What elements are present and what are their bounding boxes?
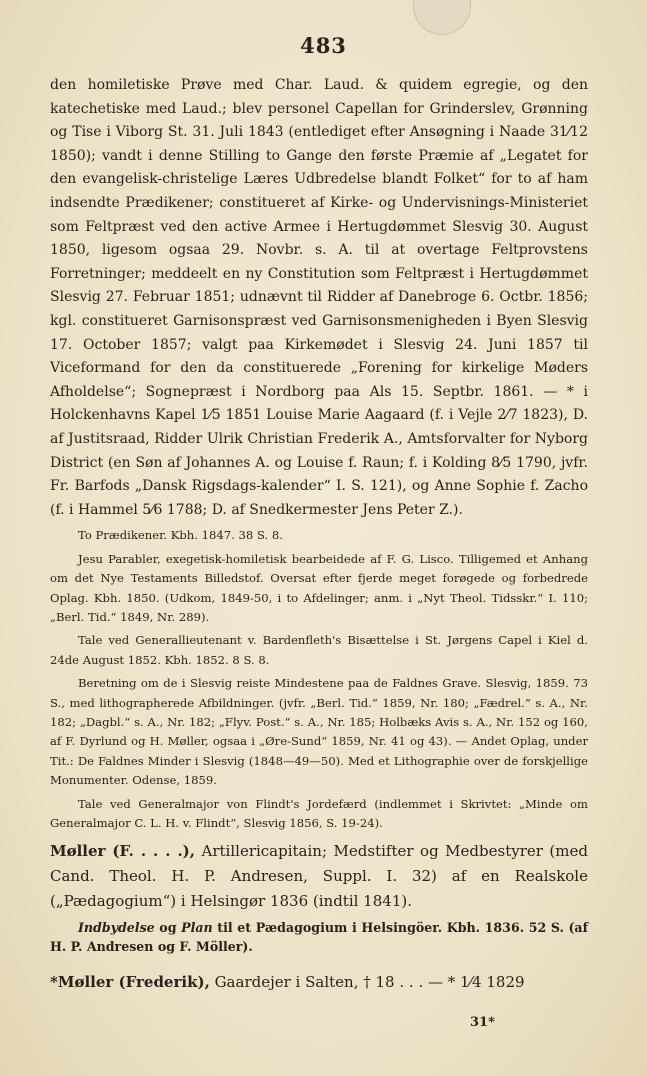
- entry-name: Møller (F. . . . .),: [50, 842, 195, 861]
- work-details: til et Pædagogium i Helsingöer. Kbh. 1836. 52 S. (af H. P. Andresen og F. Möller).: [50, 920, 588, 955]
- work-entry: [50, 918, 588, 956]
- entry-text: Artillericapitain; Medstifter og Medbestyrer (med Cand. Theol. H. P. Andresen, Suppl. I. 32) af en Realskole („Pædagogium“) i Helsingør 1836 (indtil 1841).: [50, 842, 588, 911]
- work-entry: Tale ved Generallieutenant v. Bardenfleth's Bisættelse i St. Jørgens Capel i Kiel d. 24de August 1852. Kbh. 1852. 8 S. 8.: [50, 633, 588, 667]
- work-entry: Jesu Parabler, exegetisk-homiletisk bearbeidede af F. G. Lisco. Tilligemed et Anhang om det Nye Testaments Billedstof. Oversat efter fjerde meget forøgede og forbedrede Oplag. Kbh. 1850. (Udkom, 1849-50, i to Afdelinger; anm. i „Nyt Theol. Tidsskr.“ I. 110; „Berl. Tid.“ 1849, Nr. 289).: [50, 551, 588, 624]
- biography-entry: [50, 839, 588, 914]
- work-conjunction: og: [154, 920, 182, 936]
- work-title-part: Plan: [181, 920, 213, 936]
- page-text: [50, 74, 588, 994]
- biography-paragraph: den homiletiske Prøve med Char. Laud. & quidem egregie, og den katechetiske med Laud.; blev personel Capellan for Grinderslev, Grønning og Tise i Viborg St. 31. Juli 1843 (entlediget efter Ansøgning i Naade 31⁄12 1850); vandt i denne Stilling to Gange den første Præmie af „Legatet for den evangelisk-christelige Læres Udbredelse blandt Folket“ for to af ham indsendte Prædikener; constitueret af Kirke- og Undervisnings-Ministeriet som Feltpræst ved den active Armee i Hertugdømmet Slesvig 30. August 1850, ligesom ogsaa 29. Novbr. s. A. til at overtage Feltprovstens Forretninger; meddeelt en ny Constitution som Feltpræst i Hertugdømmet Slesvig 27. Februar 1851; udnævnt til Ridder af Danebroge 6. Octbr. 1856; kgl. constitueret Garnisonspræst ved Garnisonsmenigheden i Byen Slesvig 17. October 1857; valgt paa Kirkemødet i Slesvig 24. Juni 1857 til Viceformand for den da constituerede „Forening for kirkelige Møders Afholdelse“; Sognepræst i Nordborg paa Als 15. Septbr. 1861. — * i Holckenhavns Kapel 1⁄5 1851 Louise Marie Aagaard (f. i Vejle 2⁄7 1823), D. af Justitsraad, Ridder Ulrik Christian Frederik A., Amtsforvalter for Nyborg District (en Søn af Johannes A. og Louise f. Raun; f. i Kolding 8⁄5 1790, jvfr. Fr. Barfods „Dansk Rigsdags-kalender“ I. S. 121), og Anne Sophie f. Zacho (f. i Hammel 5⁄6 1788; D. af Snedkermester Jens Peter Z.).: [50, 77, 588, 518]
- work-title-part: Indbydelse: [78, 920, 155, 936]
- entry-text: Gaardejer i Salten, † 18 . . . — * 1⁄4 1829: [214, 973, 525, 992]
- work-entry: To Prædikener. Kbh. 1847. 38 S. 8.: [78, 528, 283, 543]
- page-tab-notch: [413, 0, 471, 35]
- page-number: 483: [300, 33, 347, 58]
- biography-entry: [50, 970, 588, 994]
- work-entry: Tale ved Generalmajor von Flindt's Jordefærd (indlemmet i Skrivtet: „Minde om Generalmajor C. L. H. v. Flindt“, Slesvig 1856, S. 19-24).: [50, 796, 588, 830]
- work-entry: Beretning om de i Slesvig reiste Mindestene paa de Faldnes Grave. Slesvig, 1859. 73 S., med lithographerede Afbildninger. (jvfr. „Berl. Tid.“ 1859, Nr. 180; „Fædrel.“ s. A., Nr. 182; „Dagbl.“ s. A., Nr. 182; „Flyv. Post.“ s. A., Nr. 185; Holbæks Avis s. A., Nr. 152 og 160, af F. Dyrlund og H. Møller, ogsaa i „Øre-Sund“ 1859, Nr. 41 og 43). — Andet Oplag, under Tit.: De Faldnes Minder i Slesvig (1848—49—50). Med et Lithographie over de forskjellige Monumenter. Odense, 1859.: [50, 676, 588, 788]
- entry-name: *Møller (Frederik),: [50, 973, 210, 992]
- signature-mark: 31*: [470, 1015, 495, 1030]
